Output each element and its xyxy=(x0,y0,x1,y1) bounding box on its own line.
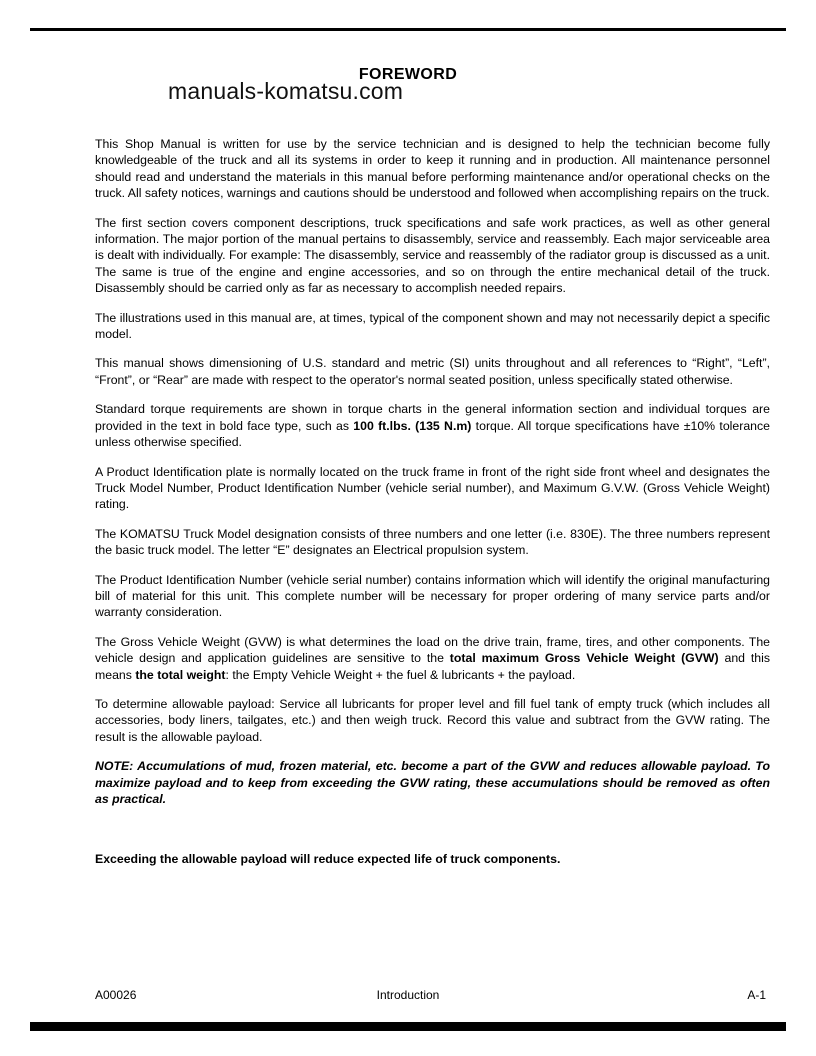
text-segment-bold: total maximum Gross Vehicle Weight (GVW) xyxy=(449,651,719,666)
paragraph xyxy=(95,401,770,450)
text-segment: and this means xyxy=(95,651,770,682)
closing-statement: Exceeding the allowable payload will reduce expected life of truck components. xyxy=(95,852,561,867)
footer-doc-code: A00026 xyxy=(95,988,137,1002)
paragraph: This manual shows dimensioning of U.S. standard and metric (SI) units throughout and all references to “Right”, “Left”, “Front”, or “Rear” are made with respect to the operator's normal seated position, unless specifically stated otherwise. xyxy=(95,356,770,387)
note-paragraph: NOTE: Accumulations of mud, frozen material, etc. become a part of the GVW and reduces allowable payload. To maximize payload and to keep from exceeding the GVW rating, these accumulations should be removed as often as practical. xyxy=(95,759,770,806)
page-footer xyxy=(0,988,816,1004)
text-segment: torque. All torque specifications have ±10% tolerance unless otherwise specified. xyxy=(95,418,770,450)
paragraph: The KOMATSU Truck Model designation consists of three numbers and one letter (i.e. 830E). The three numbers represent the basic truck model. The letter “E” designates an Electrical propulsion system. xyxy=(95,526,770,558)
paragraph xyxy=(95,634,770,683)
paragraph: To determine allowable payload: Service all lubricants for proper level and fill fuel tank of empty truck (which includes all accessories, body liners, tailgates, etc.) and then weigh truck. Record this value and subtract from the GVW rating. The result is the allowable payload. xyxy=(95,696,770,744)
bottom-rule xyxy=(30,1022,786,1031)
paragraph: The first section covers component descriptions, truck specifications and safe work practices, as well as other general information. The major portion of the manual pertains to disassembly, service and reassembly. Each major serviceable area is dealt with individually. For example: The disassembly, service and reassembly of the radiator group is discussed as a unit. The same is true of the engine and engine accessories, and so on through the entire mechanical detail of the truck. Disassembly should be carried only as far as necessary to accomplish needed repairs. xyxy=(95,215,770,296)
text-segment-bold: 100 ft.lbs. (135 N.m) xyxy=(353,418,472,433)
page-title: FOREWORD xyxy=(358,66,458,83)
text-segment-bold: the total weight xyxy=(135,667,226,682)
paragraph: The Product Identification Number (vehicle serial number) contains information which will identify the original manufacturing bill of material for this unit. This complete number will be necessary for proper ordering of many service parts and/or warranty consideration. xyxy=(95,572,770,620)
top-rule xyxy=(30,28,786,31)
paragraph: The illustrations used in this manual are, at times, typical of the component shown and may not necessarily depict a specific model. xyxy=(95,310,770,342)
footer-page-number: A-1 xyxy=(747,988,766,1002)
text-segment: : the Empty Vehicle Weight + the fuel & lubricants + the payload. xyxy=(225,667,576,682)
text-segment: The Gross Vehicle Weight (GVW) is what determines the load on the drive train, frame, tires, and other components. The vehicle design and application guidelines are sensitive to the xyxy=(95,634,770,666)
paragraph: A Product Identification plate is normally located on the truck frame in front of the right side front wheel and designates the Truck Model Number, Product Identification Number (vehicle serial number), and Maximum G.V.W. (Gross Vehicle Weight) rating. xyxy=(95,464,770,512)
paragraph: This Shop Manual is written for use by the service technician and is designed to help the technician become fully knowledgeable of the truck and all its systems in order to keep it running and in production. All maintenance personnel should read and understand the materials in this manual before performing maintenance and/or operational checks on the truck. All safety notices, warnings and cautions should be understood and followed when accomplishing repairs on the truck. xyxy=(95,137,770,201)
document-body xyxy=(95,136,770,881)
watermark-text: manuals-komatsu.com xyxy=(168,78,404,104)
footer-section-label: Introduction xyxy=(376,988,440,1002)
text-segment: Standard torque requirements are shown in torque charts in the general information section and individual torques are provided in the text in bold face type, such as xyxy=(95,402,770,433)
